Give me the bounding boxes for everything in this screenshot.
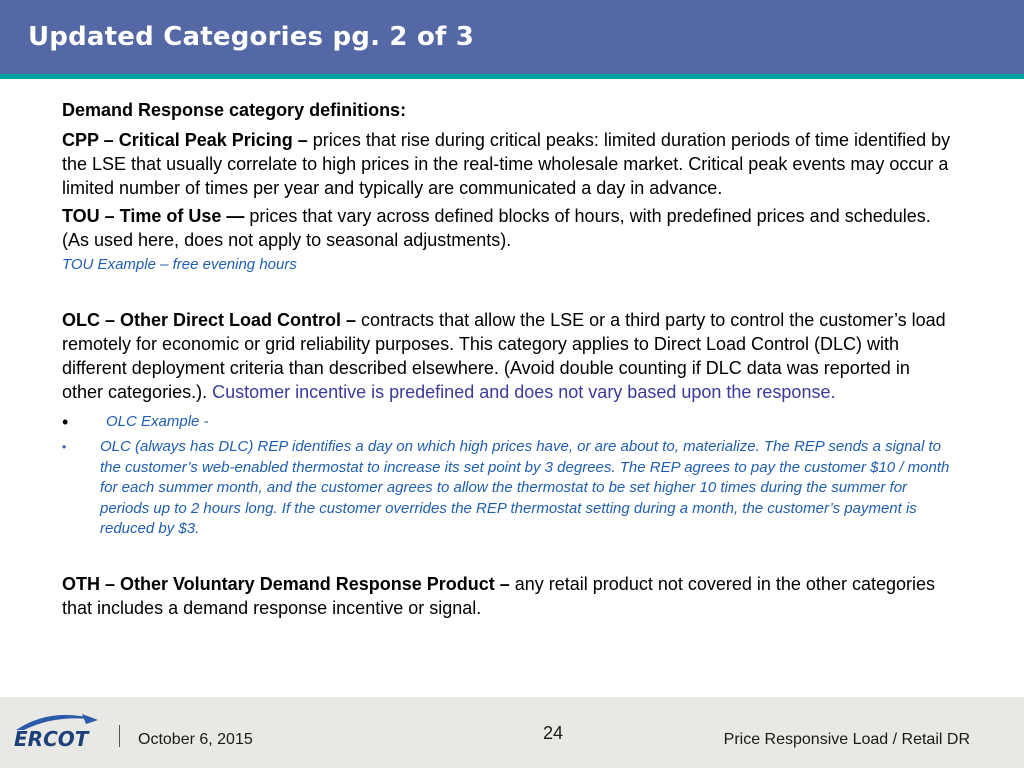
olc-text: contracts that allow the LSE or a third party to control the customer’s load remotely for economic or grid reliability purposes. This category applies to Direct Load Control (DLC) with different deployment criteria than described elsewhere. (Avoid double counting if DLC data was reported in other categories.). (62, 310, 946, 402)
footer-divider (119, 725, 120, 747)
section-subheading: Demand Response category definitions: (62, 100, 407, 120)
footer-presentation-title: Price Responsive Load / Retail DR (723, 731, 970, 748)
cpp-definition (62, 128, 952, 200)
oth-text: any retail product not covered in the other categories that includes a demand response incentive or signal. (62, 573, 935, 618)
olc-example-bullet (62, 412, 952, 432)
olc-definition (62, 308, 952, 404)
bullet-dot-small: • (62, 440, 67, 454)
olc-example-detail-bullet (62, 437, 952, 540)
ercot-logo-text: ERCOT (14, 727, 89, 751)
tou-example: TOU Example – free evening hours (62, 256, 297, 273)
tou-text: prices that vary across defined blocks of hours, with predefined prices and schedules. (As used here, does not apply to seasonal adjustments). (62, 206, 931, 250)
olc-example-text: OLC (always has DLC) REP identifies a day on which high prices have, or are about to, materialize. The REP sends a signal to the customer’s web-enabled thermostat to increase its set point by 3 degrees. The REP agrees to pay the customer $10 / month for each summer month, and the customer agrees to allow the thermostat to be set higher 10 times during the summer for periods up to 2 hours long. If the customer overrides the REP thermostat setting during a month, the customer’s payment is reduced by $3. (100, 438, 950, 538)
page-number: 24 (543, 723, 564, 743)
slide-title: Updated Categories pg. 2 of 3 (28, 22, 475, 52)
ercot-logo (12, 708, 102, 752)
oth-term: OTH – Other Voluntary Demand Response Product – (62, 573, 510, 594)
olc-highlight: Customer incentive is predefined and does not vary based upon the response. (212, 382, 836, 402)
tou-definition (62, 204, 952, 252)
title-bar-accent-stripe (0, 74, 1024, 79)
footer-date: October 6, 2015 (138, 731, 253, 748)
cpp-term: CPP – Critical Peak Pricing – (62, 130, 308, 150)
olc-term: OLC – Other Direct Load Control – (62, 310, 357, 330)
tou-term: TOU – Time of Use — (62, 206, 245, 226)
bullet-dot: • (62, 412, 69, 432)
cpp-text: prices that rise during critical peaks: limited duration periods of time identified by the LSE that usually correlate to high prices in the real-time wholesale market. Critical peak events may occur a limited number of times per year and typically are communicated a day in advance. (62, 130, 951, 198)
oth-definition (62, 572, 952, 620)
slide-body (62, 98, 952, 620)
olc-example-label: OLC Example - (106, 413, 209, 430)
